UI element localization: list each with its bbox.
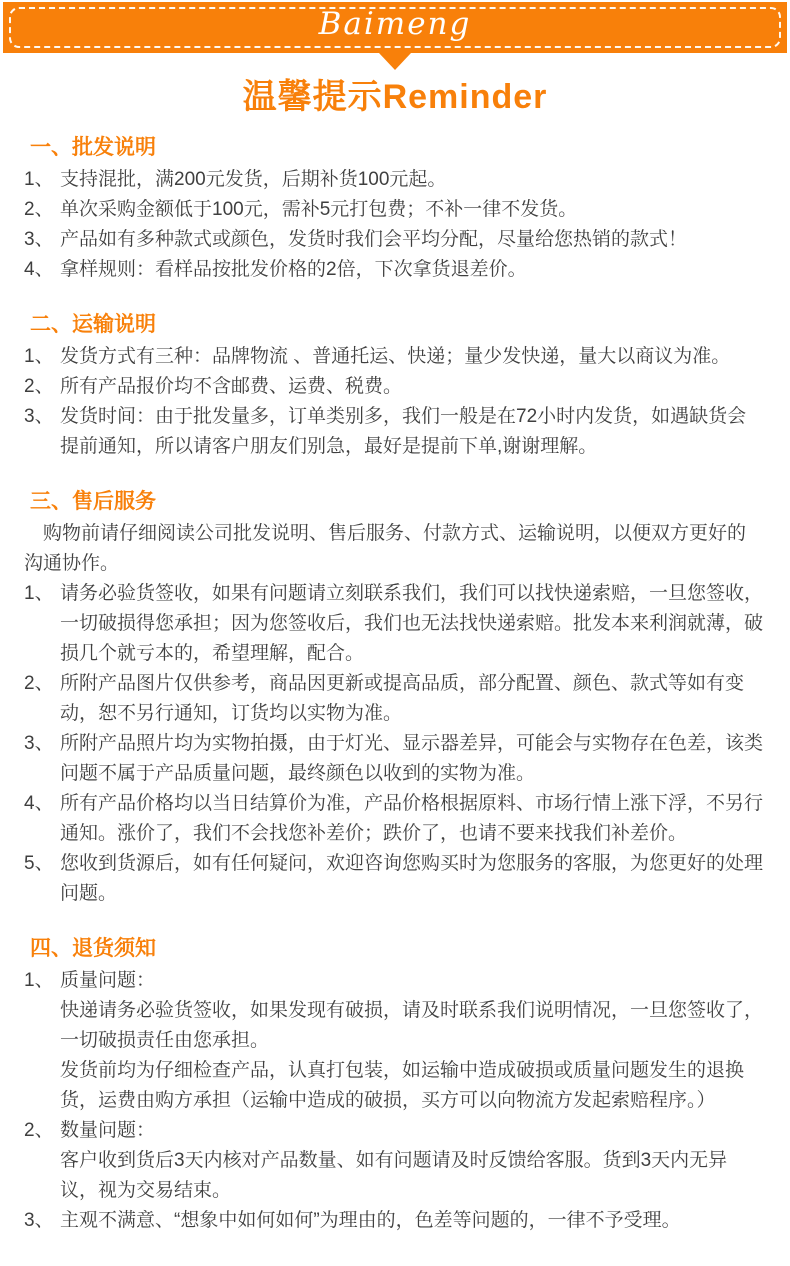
item-number: 2、 [24,376,54,397]
item-text: 快递请务必验货签收，如果发现有破损，请及时联系我们说明情况，一旦您签收了，一切破损责任由您承担。 [60,1000,764,1051]
item-text: 质量问题： [60,970,156,991]
section-heading: 四、退货须知 [30,937,156,960]
section-heading: 二、运输说明 [30,313,156,336]
list-item [24,225,764,255]
section-intro: 购物前请仔细阅读公司批发说明、售后服务、付款方式、运输说明，以便双方更好的沟通协作。 [24,523,747,574]
page-title: 温馨提示Reminder [242,78,548,116]
item-text: 客户收到货后3天内核对产品数量、如有问题请及时反馈给客服。货到3天内无异议，视为交易结束。 [60,1150,728,1201]
item-text: 拿样规则：看样品按批发价格的2倍，下次拿货退差价。 [60,259,527,280]
item-text: 支持混批，满200元发货，后期补货100元起。 [60,169,447,190]
section-after-sales [24,487,764,909]
list-item [24,729,764,789]
list-item [24,669,764,729]
section-heading: 一、批发说明 [30,136,156,159]
list-item [24,342,764,372]
item-text: 所有产品价格均以当日结算价为准，产品价格根据原料、市场行情上涨下浮，不另行通知。涨价了，我们不会找您补差价；跌价了，也请不要来找我们补差价。 [60,793,764,844]
item-number: 1、 [24,346,54,367]
item-number: 1、 [24,169,54,190]
section-heading: 三、售后服务 [30,490,156,513]
item-number: 4、 [24,793,54,814]
item-number: 3、 [24,1210,54,1231]
item-number: 2、 [24,199,54,220]
item-number: 1、 [24,970,54,991]
item-text: 产品如有多种款式或颜色，发货时我们会平均分配，尽量给您热销的款式！ [60,229,688,250]
triangle-down-icon [379,53,411,70]
item-text: 发货前均为仔细检查产品，认真打包装，如运输中造成破损或质量问题发生的退换货，运费由购方承担（运输中造成的破损，买方可以向物流方发起索赔程序。） [60,1060,745,1111]
list-item [24,165,764,195]
item-text: 所附产品图片仅供参考，商品因更新或提高品质，部分配置、颜色、款式等如有变动，恕不另行通知，订货均以实物为准。 [60,673,745,724]
section-shipping [24,310,764,462]
list-item [24,195,764,225]
item-number: 3、 [24,229,54,250]
item-text: 您收到货源后，如有任何疑问，欢迎咨询您购买时为您服务的客服，为您更好的处理问题。 [60,853,764,904]
list-item [24,966,764,1116]
item-text: 数量问题： [60,1120,156,1141]
list-item [24,789,764,849]
notice-content [0,133,790,1266]
item-text: 所附产品照片均为实物拍摄，由于灯光、显示器差异，可能会与实物存在色差，该类问题不属于产品质量问题，最终颜色以收到的实物为准。 [60,733,764,784]
brand-logo-text: Baimeng [318,6,472,42]
item-number: 5、 [24,853,54,874]
list-item [24,1206,764,1236]
item-number: 2、 [24,673,54,694]
section-returns [24,934,764,1236]
section-wholesale [24,133,764,285]
list-item [24,372,764,402]
item-number: 3、 [24,406,54,427]
list-item [24,1116,764,1206]
item-text: 单次采购金额低于100元，需补5元打包费；不补一律不发货。 [60,199,578,220]
item-text: 请务必验货签收，如果有问题请立刻联系我们，我们可以找快递索赔，一旦您签收，一切破损得您承担；因为您签收后，我们也无法找快递索赔。批发本来利润就薄，破损几个就亏本的，希望理解，配合。 [60,583,764,664]
item-number: 3、 [24,733,54,754]
list-item [24,402,764,462]
item-text: 发货时间：由于批发量多，订单类别多，我们一般是在72小时内发货，如遇缺货会提前通知，所以请客户朋友们别急，最好是提前下单,谢谢理解。 [60,406,747,457]
item-number: 4、 [24,259,54,280]
item-text: 所有产品报价均不含邮费、运费、税费。 [60,376,403,397]
list-item [24,849,764,909]
item-number: 2、 [24,1120,54,1141]
brand-banner [3,2,787,53]
item-text: 发货方式有三种：品牌物流 、普通托运、快递；量少发快递，量大以商议为准。 [60,346,731,367]
list-item [24,579,764,669]
item-number: 1、 [24,583,54,604]
item-text: 主观不满意、“想象中如何如何”为理由的，色差等问题的，一律不予受理。 [60,1210,681,1231]
list-item [24,255,764,285]
